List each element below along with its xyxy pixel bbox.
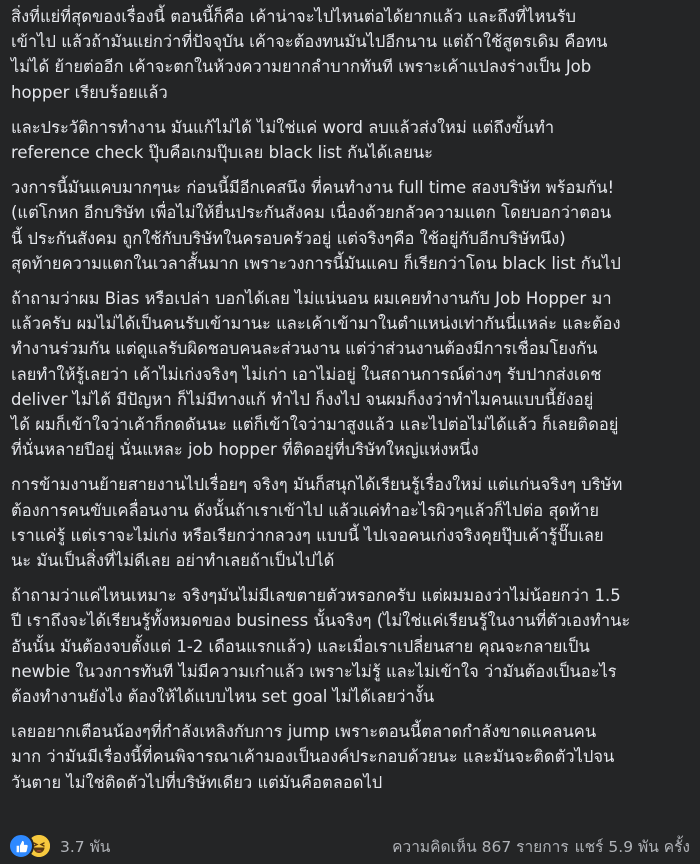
- text-line: ที่นั่นหลายปีอยู่ นั่นแหละ job hopper ที่ติดอยู่ที่บริษัทใหญ่แห่งหนึ่ง: [11, 440, 479, 460]
- paragraph: [11, 286, 690, 462]
- paragraph: [11, 583, 690, 709]
- text-line: ถ้าถามว่าผม Bias หรือเปล่า บอกได้เลย ไม่แน่นอน ผมเคยทำงานกับ Job Hopper มา: [11, 289, 612, 309]
- comments-count-link[interactable]: ความคิดเห็น 867 รายการ: [392, 837, 569, 856]
- text-line: นะ มันเป็นสิ่งที่ไม่ดีเลย อย่าทำเลยถ้าเป็นไปได้: [11, 551, 335, 571]
- reactions-summary[interactable]: [8, 833, 110, 859]
- text-line: ต้องการคนขับเคลื่อนงาน ดังนั้นถ้าเราเข้าไป แล้วแค่ทำอะไรผิวๆแล้วก็ไปต่อ สุดท้าย: [11, 500, 600, 520]
- text-line: เลยทำให้รู้เลยว่า เค้าไม่เก่งจริงๆ ไม่เก่า เอาไม่อยู่ ในสถานการณ์ต่างๆ รับปากส่งเดช: [11, 364, 602, 384]
- text-line: reference check ปุ๊บคือเกมปุ๊บเลย black list กันได้เลยนะ: [11, 143, 433, 163]
- text-line: newbie ในวงการทันที ไม่มีความเก๋าแล้ว เพราะไม่รู้ และไม่เข้าใจ ว่ามันต้องเป็นอะไร: [11, 661, 617, 681]
- text-line: ได้ ผมก็เข้าใจว่าเค้าก็กดดันนะ แต่ก็เข้าใจว่ามาสูงแล้ว และไปต่อไม่ได้แล้ว ก็เลยติดอยู่: [11, 415, 619, 435]
- paragraph: [11, 472, 690, 573]
- paragraph: [11, 4, 690, 105]
- text-line: วงการนี้มันแคบมากๆนะ ก่อนนี้มีอีกเคสนึง ที่คนทำงาน full time สองบริษัท พร้อมกัน!: [11, 178, 615, 198]
- text-line: และประวัติการทำงาน มันแก้ไม่ได้ ไม่ใช่แค่ word ลบแล้วส่งใหม่ แต่ถึงขั้นทำ: [11, 117, 555, 137]
- text-line: ถ้าถามว่าแค่ไหนเหมาะ จริงๆมันไม่มีเลขตายตัวหรอกครับ แต่ผมมองว่าไม่น้อยกว่า 1.5: [11, 586, 621, 606]
- text-line: มาก ว่ามันมีเรื่องนี้ที่คนพิจารณาเค้ามองเป็นองค์ประกอบด้วยนะ และมันจะติดตัวไปจน: [11, 747, 615, 767]
- reaction-icons: [8, 833, 52, 859]
- text-line: อันนั้น มันต้องจบตั้งแต่ 1-2 เดือนแรกแล้ว) และเมื่อเราเปลี่ยนสาย คุณจะกลายเป็น: [11, 636, 590, 656]
- text-line: hopper เรียบร้อยแล้ว: [11, 82, 168, 102]
- post-footer: [0, 828, 700, 864]
- text-line: (แต่โกหก อีกบริษัท เพื่อไม่ให้ยื่นประกันสังคม เนื่องด้วยกลัวความแตก โดยบอกว่าตอน: [11, 203, 612, 223]
- post-body: [11, 4, 690, 795]
- text-line: ปี เราถึงจะได้เรียนรู้ทั้งหมดของ business นั้นจริงๆ (ไม่ใช่แค่เรียนรู้ในงานที่ตัวเองทำนะ: [11, 611, 631, 631]
- paragraph: [11, 115, 690, 165]
- text-line: เราแค่รู้ แต่เราจะไม่เก่ง หรือเรียกว่ากลวงๆ แบบนี้ ไปเจอคนเก่งจริงคุยปุ๊บเค้ารู้ปั๊บเลย: [11, 525, 604, 545]
- text-line: เลยอยากเตือนน้องๆที่กำลังเหลิงกับการ jump เพราะตอนนี้ตลาดกำลังขาดแคลนคน: [11, 722, 597, 742]
- text-line: วันตาย ไม่ใช่ติดตัวไปที่บริษัทเดียว แต่มันคือตลอดไป: [11, 772, 383, 792]
- text-line: สุดท้ายความแตกในเวลาสั้นมาก เพราะวงการนี้มันแคบ ก็เรียกว่าโดน black list กันไป: [11, 253, 621, 273]
- text-line: deliver ไม่ได้ มีปัญหา ก็ไม่มีทางแก้ ทำไป ก็งงไป จนผมก็งงว่าทำไมคนแบบนี้ยังอยู่: [11, 389, 594, 409]
- post-meta: [392, 834, 690, 859]
- text-line: แล้วครับ ผมไม่ได้เป็นคนรับเข้ามานะ และเค้าเข้ามาในตำแหน่งเท่ากันนี่แหล่ะ และต้อง: [11, 314, 621, 334]
- shares-count-link[interactable]: แชร์ 5.9 พัน ครั้ง: [574, 837, 690, 856]
- text-line: ทำงานร่วมกัน แต่ดูแลรับผิดชอบคนละส่วนงาน แต่ว่าส่วนงานต้องมีการเชื่อมโยงกัน: [11, 339, 598, 359]
- paragraph: [11, 719, 690, 795]
- text-line: ต้องทำงานยังไง ต้องให้ได้แบบไหน set goal ไม่ได้เลยว่างั้น: [11, 687, 435, 707]
- text-line: เข้าไป แล้วถ้ามันแย่กว่าที่ปัจจุบัน เค้าจะต้องทนมันไปอีกนาน แต่ถ้าใช้สูตรเดิม คือทน: [11, 32, 608, 52]
- paragraph: [11, 175, 690, 276]
- text-line: การข้ามงานย้ายสายงานไปเรื่อยๆ จริงๆ มันก็สนุกได้เรียนรู้เรื่องใหม่ แต่แก่นจริงๆ บริษัท: [11, 475, 623, 495]
- text-line: สิ่งที่แย่ที่สุดของเรื่องนี้ ตอนนี้ก็คือ เค้าน่าจะไปไหนต่อได้ยากแล้ว และถึงที่ไหนรับ: [11, 7, 576, 26]
- like-icon: [8, 833, 34, 859]
- text-line: นี้ ประกันสังคม ถูกใช้กับบริษัทในครอบครัวอยู่ แต่จริงๆคือ ใช้อยู่กับอีกบริษัทนึง): [11, 228, 566, 248]
- reaction-count: 3.7 พัน: [60, 837, 111, 856]
- text-line: ไม่ได้ ย้ายต่ออีก เค้าจะตกในห้วงความยากลำบากทันที เพราะเค้าแปลงร่างเป็น Job: [11, 57, 592, 77]
